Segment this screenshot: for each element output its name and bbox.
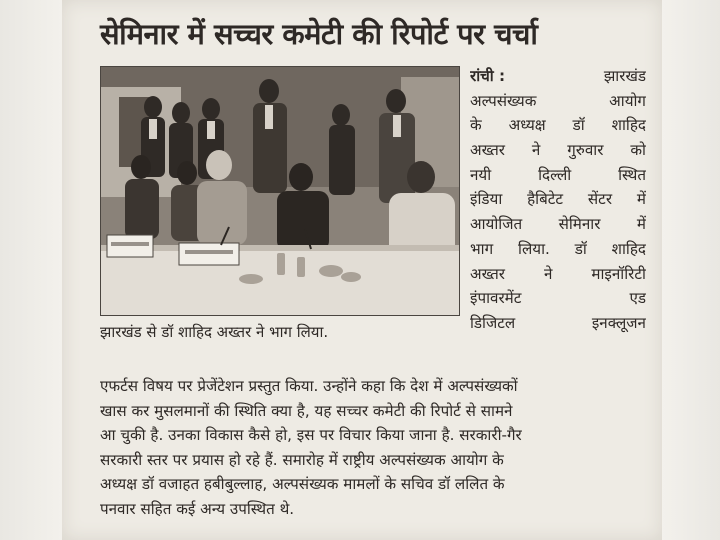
article-headline: सेमिनार में सच्चर कमेटी की रिपोर्ट पर चर्चा <box>100 17 538 51</box>
scan-background-right <box>662 0 720 540</box>
text-line <box>470 187 646 212</box>
word: अध्यक्ष <box>508 116 546 135</box>
word: भाग <box>470 239 494 258</box>
article-body <box>100 374 646 534</box>
word: शाहिद <box>611 116 646 135</box>
word: के <box>470 116 482 135</box>
text-line <box>470 89 646 114</box>
word: सेमिनार <box>558 215 601 234</box>
dateline: रांची : <box>470 67 506 85</box>
word: शाहिद <box>611 239 646 258</box>
word: इंपावरमेंट <box>470 289 522 308</box>
word: गुरुवार <box>567 141 604 160</box>
word: हैबिटेट <box>527 190 564 209</box>
body-text: अध्यक्ष डॉ वजाहत हबीबुल्लाह, अल्पसंख्यक मामलों के सचिव डॉ ललित के <box>100 475 505 494</box>
word: डॉ <box>574 239 587 258</box>
body-line <box>100 374 646 399</box>
text-line <box>470 138 646 163</box>
word: अल्पसंख्यक <box>470 91 537 110</box>
body-line <box>100 472 646 497</box>
word: झारखंड <box>603 67 646 85</box>
text-line <box>470 311 646 336</box>
word: माइनॉरिटी <box>591 264 646 283</box>
body-text: सरकारी स्तर पर प्रयास हो रहे हैं. समारोह में राष्ट्रीय अल्पसंख्यक आयोग के <box>100 450 504 469</box>
word: में <box>636 190 646 209</box>
body-text: पनवार सहित कई अन्य उपस्थित थे. <box>100 499 295 518</box>
word: ने <box>543 264 553 283</box>
event-photo <box>100 66 460 316</box>
article-side-column <box>470 64 646 374</box>
text-line <box>470 113 646 138</box>
body-line <box>100 497 646 522</box>
body-text: आ चुकी है. उनका विकास कैसे हो, इस पर विचार किया जाना है. सरकारी-गैर <box>100 426 522 445</box>
text-line <box>470 212 646 237</box>
body-line <box>100 423 646 448</box>
word: सेंटर <box>587 190 613 209</box>
body-text: खास कर मुसलमानों की स्थिति क्या है, यह सच्चर कमेटी की रिपोर्ट से सामने <box>100 401 513 420</box>
body-line <box>100 448 646 473</box>
word: डॉ <box>572 116 585 135</box>
text-line <box>470 286 646 311</box>
word: आयोग <box>609 91 646 110</box>
word: डिजिटल <box>470 313 516 332</box>
word: नयी <box>470 165 492 184</box>
text-line <box>470 237 646 262</box>
text-line <box>470 163 646 188</box>
body-text: एफर्टस विषय पर प्रेजेंटेशन प्रस्तुत किया. उन्होंने कहा कि देश में अल्पसंख्यकों <box>100 377 518 395</box>
text-line <box>470 262 646 287</box>
word: अख्तर <box>470 141 505 160</box>
scan-background-left <box>0 0 62 540</box>
word: दिल्ली <box>538 165 572 184</box>
body-line <box>100 399 646 424</box>
word: अख्तर <box>470 264 505 283</box>
word: इनक्लूजन <box>591 313 646 332</box>
word: इंडिया <box>470 190 503 209</box>
word: स्थित <box>618 165 646 184</box>
word: को <box>630 141 646 160</box>
word: लिया. <box>518 239 550 258</box>
word: में <box>636 215 646 234</box>
text-line <box>470 64 646 89</box>
photo-caption: झारखंड से डॉ शाहिद अख्तर ने भाग लिया. <box>100 323 329 341</box>
word: एड <box>629 289 646 308</box>
word: ने <box>531 141 541 160</box>
word: आयोजित <box>470 215 523 234</box>
